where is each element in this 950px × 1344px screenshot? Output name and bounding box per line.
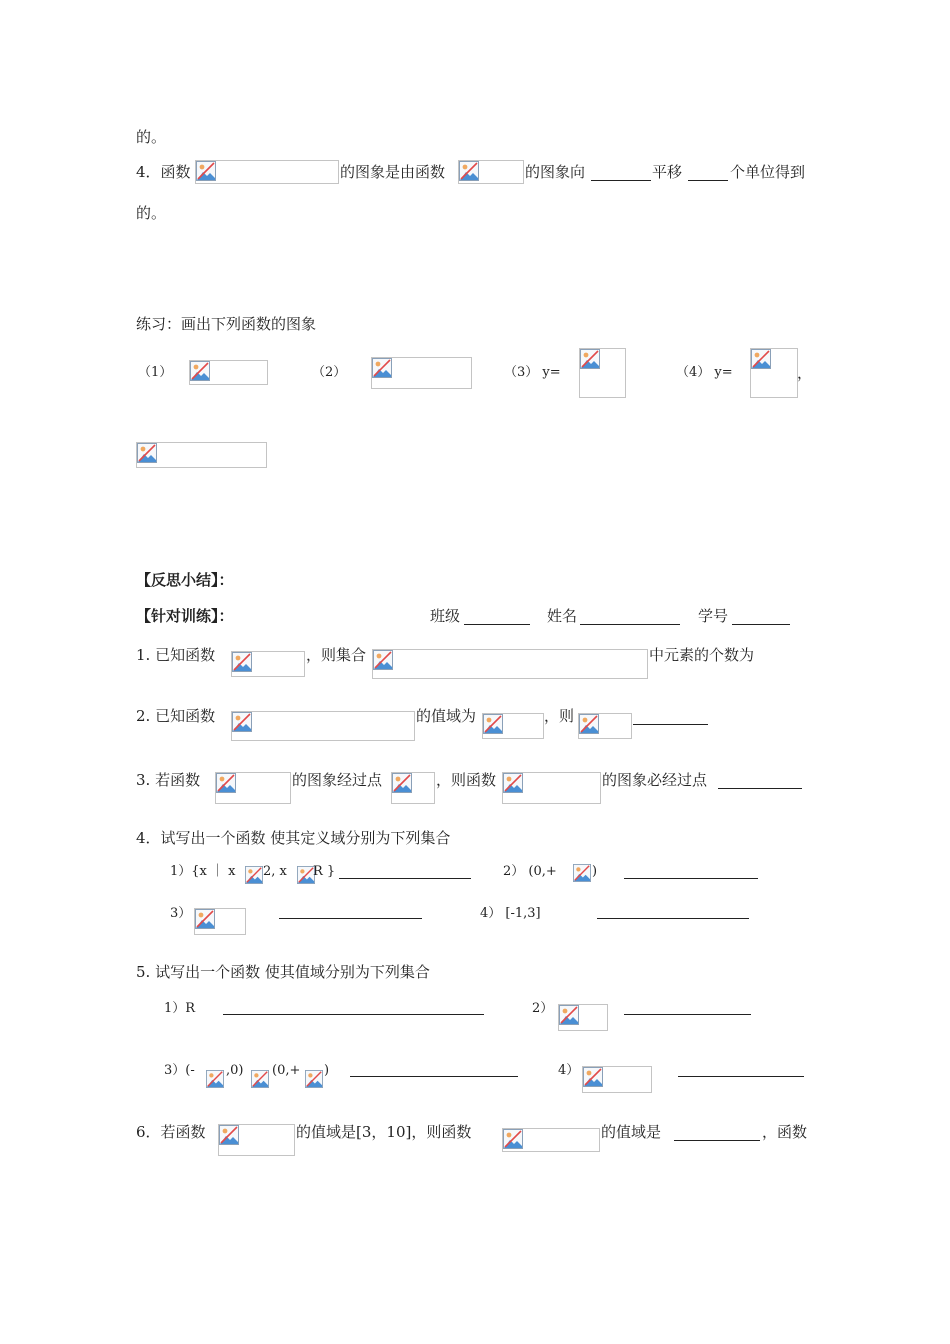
answer-blank[interactable] [624,878,758,879]
answer-blank[interactable] [591,180,651,181]
q2-text: ，则 [544,707,575,725]
formula-image [573,864,593,882]
broken-image-icon [392,773,412,793]
broken-image-icon [232,712,252,732]
training-heading: 【针对训练】： [136,607,234,625]
q4-text: 个单位得到 [730,163,806,181]
q3-text: ，则函数 [436,771,497,789]
q1-text: ，则集合 [306,646,367,664]
formula-image [218,1124,295,1156]
q4-item-3: 3） [170,906,192,921]
q5-item-3: (0,+ [272,1063,301,1078]
q4-text: 平移 [652,163,683,181]
broken-image-icon [251,1070,269,1088]
q1-text: 1. 已知函数 [136,646,216,664]
broken-image-icon [573,864,591,882]
practice-item-4: （4） y= [676,365,733,380]
q4-text: 的图象是由函数 [340,163,446,181]
formula-image [189,360,268,385]
formula-image [371,357,472,389]
formula-image [206,1070,226,1088]
formula-image [372,649,648,679]
broken-image-icon [137,443,157,463]
q4-item-1: R } [313,864,336,879]
formula-image [750,348,798,398]
formula-image [582,1066,652,1093]
broken-image-icon [373,650,393,670]
formula-image [578,713,632,739]
practice-item-3: （3） y= [504,365,561,380]
q4-title: 4．试写出一个函数 使其定义域分别为下列集合 [136,829,451,847]
broken-image-icon [503,773,523,793]
broken-image-icon [195,909,215,929]
formula-image [231,711,415,741]
broken-image-icon [459,161,479,181]
formula-image [231,651,305,677]
name-field[interactable] [580,624,680,625]
q2-text: 2. 已知函数 [136,707,216,725]
formula-image [502,772,601,804]
q4-label: 4．函数 [136,163,191,181]
broken-image-icon [580,349,600,369]
class-field[interactable] [464,624,530,625]
broken-image-icon [232,652,252,672]
formula-image [502,1128,600,1152]
broken-image-icon [372,358,392,378]
q4-item-1: 2, x [263,864,287,879]
name-label: 姓名 [547,607,578,625]
formula-image [136,442,267,468]
answer-blank[interactable] [223,1014,484,1015]
broken-image-icon [751,349,771,369]
q4-text: 的图象向 [525,163,586,181]
q4-item-4: 4） [-1,3] [480,906,541,921]
broken-image-icon [559,1005,579,1025]
formula-image [391,772,435,804]
text-line: 的。 [136,204,167,222]
broken-image-icon [579,714,599,734]
practice-item-2: （2） [312,365,347,380]
answer-blank[interactable] [674,1140,760,1141]
broken-image-icon [219,1125,239,1145]
answer-blank[interactable] [350,1076,518,1077]
formula-image [458,160,524,184]
q4-item-2: 2） (0,+ [503,864,557,879]
q5-title: 5. 试写出一个函数 使其值域分别为下列集合 [136,963,430,981]
reflect-heading: 【反思小结】： [136,571,234,589]
broken-image-icon [196,161,216,181]
broken-image-icon [190,361,210,381]
answer-blank[interactable] [718,788,802,789]
broken-image-icon [483,714,503,734]
answer-blank[interactable] [678,1076,804,1077]
broken-image-icon [245,866,263,884]
q3-text: 的图象经过点 [292,771,383,789]
formula-image [194,908,246,935]
formula-image [215,772,291,804]
q4-item-2: ) [592,864,598,879]
q5-item-3: ) [324,1063,330,1078]
practice-title: 练习：画出下列函数的图象 [136,315,317,333]
broken-image-icon [503,1129,523,1149]
answer-blank[interactable] [597,918,749,919]
answer-blank[interactable] [624,1014,751,1015]
broken-image-icon [583,1067,603,1087]
q6-text: 6．若函数 [136,1123,206,1141]
comma: ， [797,364,813,382]
practice-item-1: （1） [138,365,173,380]
formula-image [251,1070,271,1088]
q5-item-4: 4） [558,1063,580,1078]
formula-image [558,1004,608,1031]
formula-image [195,160,339,184]
answer-blank[interactable] [688,180,728,181]
formula-image [579,348,626,398]
text-line: 的。 [136,128,167,146]
answer-blank[interactable] [633,724,708,725]
q3-text: 的图象必经过点 [602,771,708,789]
q4-item-1: 1）{x ｜ x [170,864,236,879]
q6-text: 的值域是[3，10]，则函数 [296,1123,472,1141]
q6-text: ，函数 [762,1123,808,1141]
q3-text: 3. 若函数 [136,771,201,789]
formula-image [305,1070,325,1088]
id-label: 学号 [698,607,729,625]
q5-item-3: 3）(- [164,1063,195,1078]
class-label: 班级 [430,607,461,625]
q1-text: 中元素的个数为 [649,646,755,664]
broken-image-icon [206,1070,224,1088]
q2-text: 的值域为 [416,707,477,725]
answer-blank[interactable] [339,878,471,879]
answer-blank[interactable] [279,918,422,919]
formula-image [482,713,544,739]
q5-item-1: 1）R [164,1001,196,1016]
q6-text: 的值域是 [601,1123,662,1141]
id-field[interactable] [732,624,790,625]
q5-item-2: 2） [532,1001,554,1016]
broken-image-icon [305,1070,323,1088]
q5-item-3: ,0) [226,1063,244,1078]
formula-image [245,866,265,884]
broken-image-icon [216,773,236,793]
